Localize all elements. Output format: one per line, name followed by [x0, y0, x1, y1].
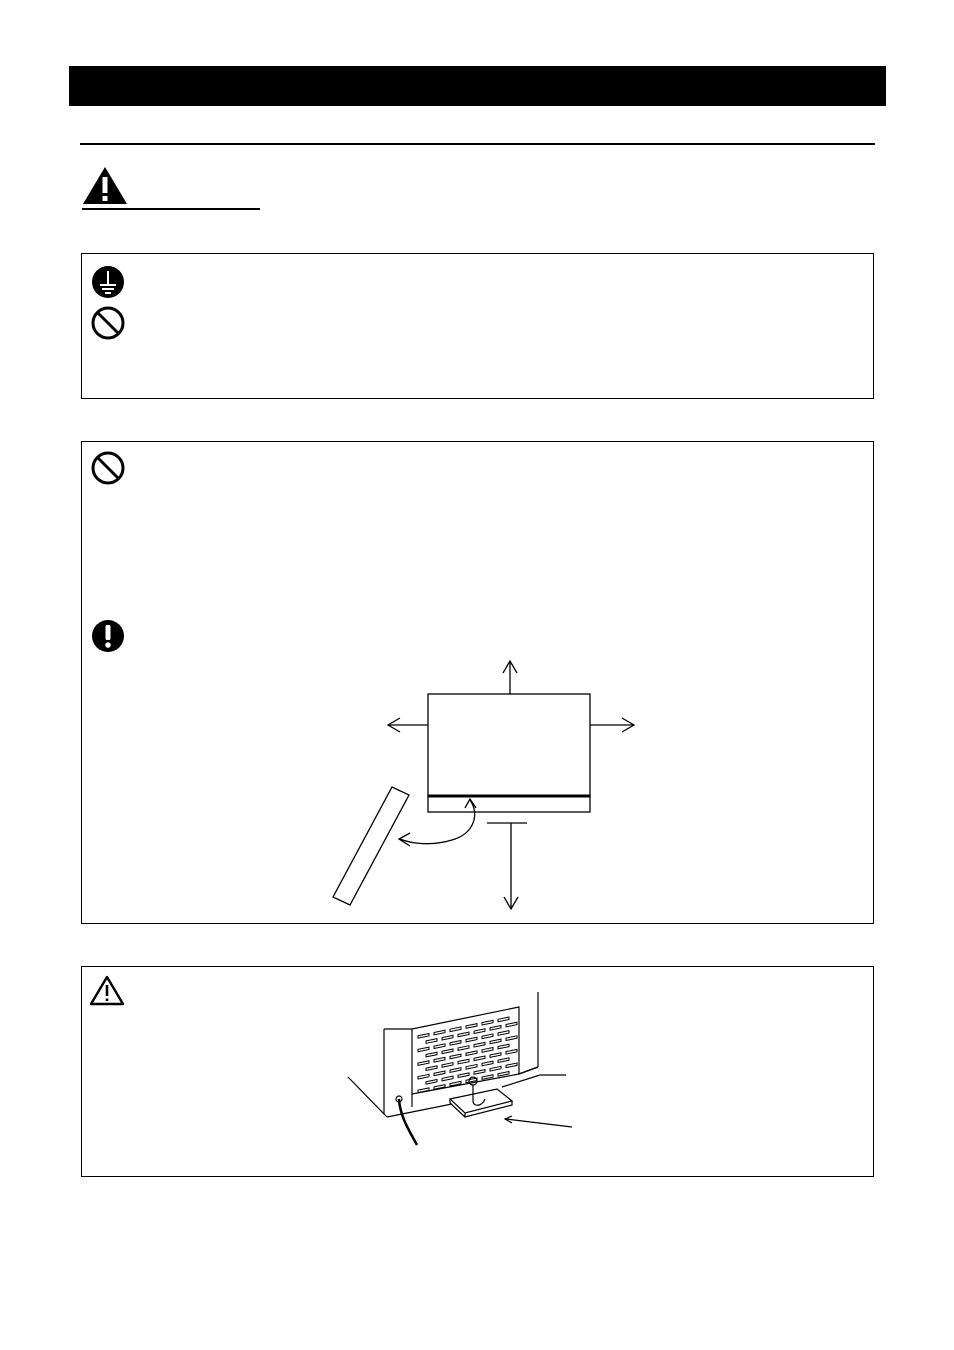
grille-slot — [474, 1056, 485, 1061]
grille-slot — [434, 1044, 445, 1049]
grille-slot — [434, 1030, 445, 1035]
safety-box-drain — [81, 966, 874, 1177]
safety-box-installation — [81, 441, 874, 924]
grille-slot — [498, 1031, 509, 1036]
grille-slot — [434, 1071, 445, 1076]
grille-slot — [490, 1066, 501, 1071]
grille-slot — [458, 1059, 469, 1064]
grille-slot — [426, 1052, 437, 1057]
arrow-up — [503, 661, 517, 694]
grille-slot — [426, 1079, 437, 1084]
safety-box-grounding — [81, 253, 874, 399]
grille-slot — [466, 1024, 477, 1029]
drain-hose — [399, 1099, 417, 1145]
grille-slot — [418, 1061, 429, 1066]
warning-heading — [82, 164, 262, 214]
grille-slot — [474, 1070, 485, 1075]
grille-slots — [418, 1017, 517, 1093]
arrow-right — [590, 718, 634, 732]
unit-base — [428, 796, 590, 812]
warning-triangle-icon — [82, 164, 132, 206]
section-rule — [80, 143, 875, 145]
header-bar — [69, 66, 886, 106]
grille-slot — [466, 1037, 477, 1042]
arrow-left — [388, 718, 428, 732]
grille-slot — [490, 1026, 501, 1031]
door-panel — [333, 787, 409, 905]
grille-slot — [450, 1027, 461, 1032]
grille-slot — [498, 1017, 509, 1022]
grille-slot — [458, 1073, 469, 1078]
warning-underline — [82, 208, 260, 210]
grille-slot — [466, 1064, 477, 1069]
grille-slot — [442, 1035, 453, 1040]
grille-slot — [482, 1048, 493, 1053]
door-swing-arrow — [399, 799, 476, 846]
grille-slot — [466, 1051, 477, 1056]
unit-outline — [428, 694, 590, 796]
grille-slot — [450, 1041, 461, 1046]
grille-slot — [498, 1058, 509, 1063]
arrow-down — [487, 823, 527, 909]
grille-slot — [458, 1046, 469, 1051]
grille-slot — [442, 1076, 453, 1081]
ground-icon — [91, 265, 125, 299]
grille-slot — [506, 1022, 517, 1027]
drain-tray-diagram — [82, 967, 875, 1178]
grille-slot — [426, 1066, 437, 1071]
grille-slot — [474, 1029, 485, 1034]
grille-slot — [450, 1068, 461, 1073]
grille-slot — [434, 1057, 445, 1062]
grille-slot — [506, 1049, 517, 1054]
grille-slot — [442, 1063, 453, 1068]
prohibition-icon — [91, 306, 125, 340]
grille-slot — [506, 1036, 517, 1041]
grille-slot — [506, 1063, 517, 1068]
grille-slot — [450, 1054, 461, 1059]
drain-tray — [450, 1089, 512, 1113]
grille-slot — [482, 1061, 493, 1066]
grille-slot — [490, 1053, 501, 1058]
grille-slot — [418, 1074, 429, 1079]
grille-slot — [482, 1020, 493, 1025]
grille-slot — [482, 1034, 493, 1039]
grille-slot — [458, 1032, 469, 1037]
grille-slot — [498, 1044, 509, 1049]
grille-slot — [498, 1071, 509, 1076]
grille-slot — [426, 1039, 437, 1044]
grille-slot — [490, 1039, 501, 1044]
grille-slot — [442, 1049, 453, 1054]
grille-slot — [418, 1047, 429, 1052]
clearance-diagram — [82, 442, 875, 925]
grille-slot — [418, 1088, 429, 1093]
grille-slot — [474, 1042, 485, 1047]
grille-slot — [418, 1034, 429, 1039]
